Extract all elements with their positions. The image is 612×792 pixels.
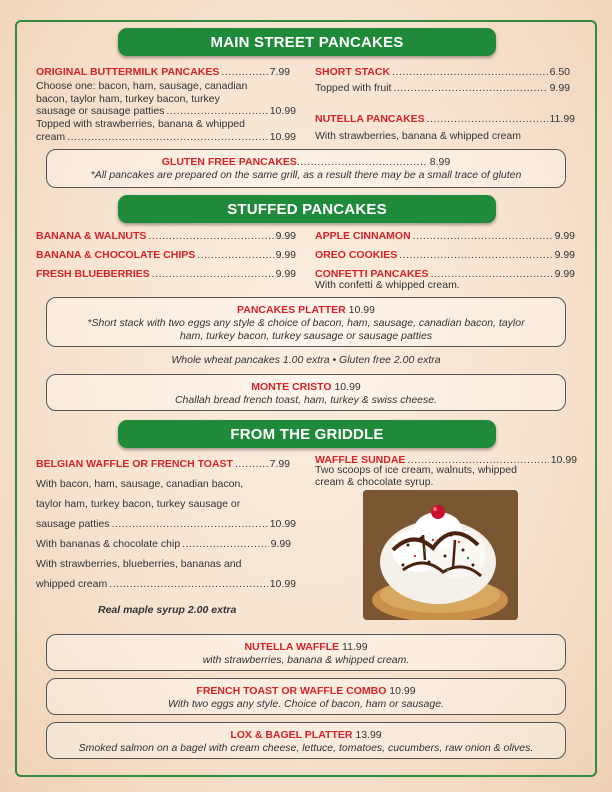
leader-dots (67, 130, 268, 145)
item-price: 10.99 (389, 685, 416, 697)
item-description: Topped with strawberries, banana & whipped (36, 118, 245, 130)
item-name: ORIGINAL BUTTERMILK PANCAKES (36, 66, 220, 78)
item-name: PANCAKES PLATTER (237, 304, 346, 316)
menu-item-banana-chocolate (36, 248, 296, 263)
section-title: FROM THE GRIDDLE (230, 425, 384, 443)
menu-item-apple-cinnamon (315, 229, 575, 244)
item-price: 10.99 (269, 578, 296, 590)
item-price: 7.99 (269, 66, 290, 78)
item-description: bacon, taylor ham, turkey bacon, turkey (36, 93, 220, 105)
item-name: LOX & BAGEL PLATTER (230, 729, 353, 741)
maple-syrup-note: Real maple syrup 2.00 extra (98, 604, 237, 616)
item-price: 9.99 (275, 230, 296, 242)
section-banner-stuffed (118, 195, 496, 223)
item-name: SHORT STACK (315, 66, 391, 78)
menu-item-nutella-pancakes (315, 112, 575, 127)
leader-dots (393, 81, 547, 96)
item-price: 9.99 (549, 82, 570, 94)
item-price: 10.99 (348, 304, 375, 316)
menu-item-fresh-blueberries (36, 267, 296, 282)
item-name: APPLE CINNAMON (315, 230, 411, 242)
section-banner-griddle (118, 420, 496, 448)
item-description: sausage patties (36, 518, 110, 530)
combo-box (46, 678, 566, 715)
item-price: 6.50 (549, 66, 570, 78)
item-name: FRENCH TOAST OR WAFFLE COMBO (196, 685, 387, 697)
menu-item-belgian-waffle (36, 457, 290, 472)
leader-dots (392, 65, 548, 80)
item-description: ham, turkey bacon, turkey sausage or sausage patties (179, 330, 433, 342)
item-price: 10.99 (334, 381, 361, 393)
lox-bagel-box (46, 722, 566, 759)
menu-item-short-stack-fruit (315, 81, 570, 96)
item-description: cream (36, 131, 66, 143)
item-name: WAFFLE SUNDAE (315, 454, 406, 466)
item-description: With strawberries, blueberries, bananas and (36, 558, 242, 570)
gluten-free-box (46, 149, 566, 188)
menu-item-belgian-bananas (36, 537, 291, 552)
leader-dots (109, 577, 268, 592)
item-price: 9.99 (270, 538, 291, 550)
item-name: GLUTEN FREE PANCAKES (161, 156, 297, 168)
item-description: *Short stack with two eggs any style & choice of bacon, ham, sausage, canadian bacon, taylor (87, 317, 525, 329)
menu-item-original-topped (36, 130, 296, 145)
item-description: Smoked salmon on a bagel with cream cheese, lettuce, tomatoes, cucumbers, raw onion & olives. (78, 742, 534, 754)
item-price: 11.99 (549, 113, 575, 125)
item-name: BANANA & WALNUTS (36, 230, 147, 242)
item-description: taylor ham, turkey bacon, turkey sausage or (36, 498, 241, 510)
item-price: 9.99 (554, 249, 575, 261)
item-price: 7.99 (269, 458, 290, 470)
item-price: 9.99 (554, 268, 575, 280)
item-name: OREO COOKIES (315, 249, 398, 261)
item-description: With bacon, ham, sausage, canadian bacon, (36, 478, 244, 490)
item-description: *All pancakes are prepared on the same grill, as a result there may be a small trace of gluten (90, 169, 522, 181)
leader-dots: ...................................... (296, 156, 427, 168)
item-name: BANANA & CHOCOLATE CHIPS (36, 249, 196, 261)
item-description: Choose one: bacon, ham, sausage, canadian (36, 80, 248, 92)
extras-note: Whole wheat pancakes 1.00 extra • Gluten free 2.00 extra (171, 354, 441, 366)
menu-item-belgian-meat (36, 517, 296, 532)
menu-item-original-buttermilk (36, 65, 290, 80)
item-name: FRESH BLUEBERRIES (36, 268, 150, 280)
leader-dots (152, 267, 274, 282)
item-description: With bananas & chocolate chip (36, 538, 181, 550)
leader-dots (197, 248, 273, 263)
leader-dots (182, 537, 268, 552)
item-name: BELGIAN WAFFLE OR FRENCH TOAST (36, 458, 233, 470)
item-name: NUTELLA PANCAKES (315, 113, 425, 125)
item-price: 10.99 (269, 105, 296, 117)
item-description: With strawberries, banana & whipped cream (315, 130, 522, 142)
menu-item-belgian-berries (36, 577, 296, 592)
pancakes-platter-box (46, 297, 566, 347)
item-description: with strawberries, banana & whipped cream. (202, 654, 410, 666)
menu-item-oreo-cookies (315, 248, 575, 263)
monte-cristo-box (46, 374, 566, 411)
leader-dots (235, 457, 268, 472)
item-name: CONFETTI PANCAKES (315, 268, 429, 280)
section-banner-main-street (118, 28, 496, 56)
item-description: cream & chocolate syrup. (315, 476, 434, 488)
waffle-sundae-photo (363, 490, 518, 620)
leader-dots (112, 517, 268, 532)
item-name: MONTE CRISTO (251, 381, 332, 393)
nutella-waffle-box (46, 634, 566, 671)
item-price: 9.99 (554, 230, 575, 242)
item-price: 11.99 (342, 641, 368, 653)
item-description: With confetti & whipped cream. (315, 279, 460, 291)
item-description: With two eggs any style. Choice of bacon, ham or sausage. (168, 698, 444, 710)
item-description: Two scoops of ice cream, walnuts, whipped (315, 464, 517, 476)
leader-dots (148, 229, 273, 244)
waffle-sundae-illustration (363, 490, 518, 620)
item-price: 10.99 (550, 454, 577, 466)
item-name: NUTELLA WAFFLE (244, 641, 340, 653)
item-description: whipped cream (36, 578, 108, 590)
leader-dots (399, 248, 552, 263)
leader-dots (221, 65, 267, 80)
section-title: STUFFED PANCAKES (227, 200, 387, 218)
item-description: Challah bread french toast, ham, turkey & swiss cheese. (174, 394, 438, 406)
item-price: 9.99 (275, 268, 296, 280)
menu-item-short-stack (315, 65, 570, 80)
item-description: sausage or sausage patties (36, 105, 165, 117)
item-price: 9.99 (275, 249, 296, 261)
leader-dots (427, 112, 548, 127)
menu-item-banana-walnuts (36, 229, 296, 244)
leader-dots (413, 229, 553, 244)
section-title: MAIN STREET PANCAKES (210, 33, 404, 51)
item-price: 10.99 (269, 518, 296, 530)
item-description: Topped with fruit (315, 82, 392, 94)
item-price: 13.99 (355, 729, 382, 741)
item-price: 8.99 (429, 156, 451, 168)
item-price: 10.99 (269, 131, 296, 143)
